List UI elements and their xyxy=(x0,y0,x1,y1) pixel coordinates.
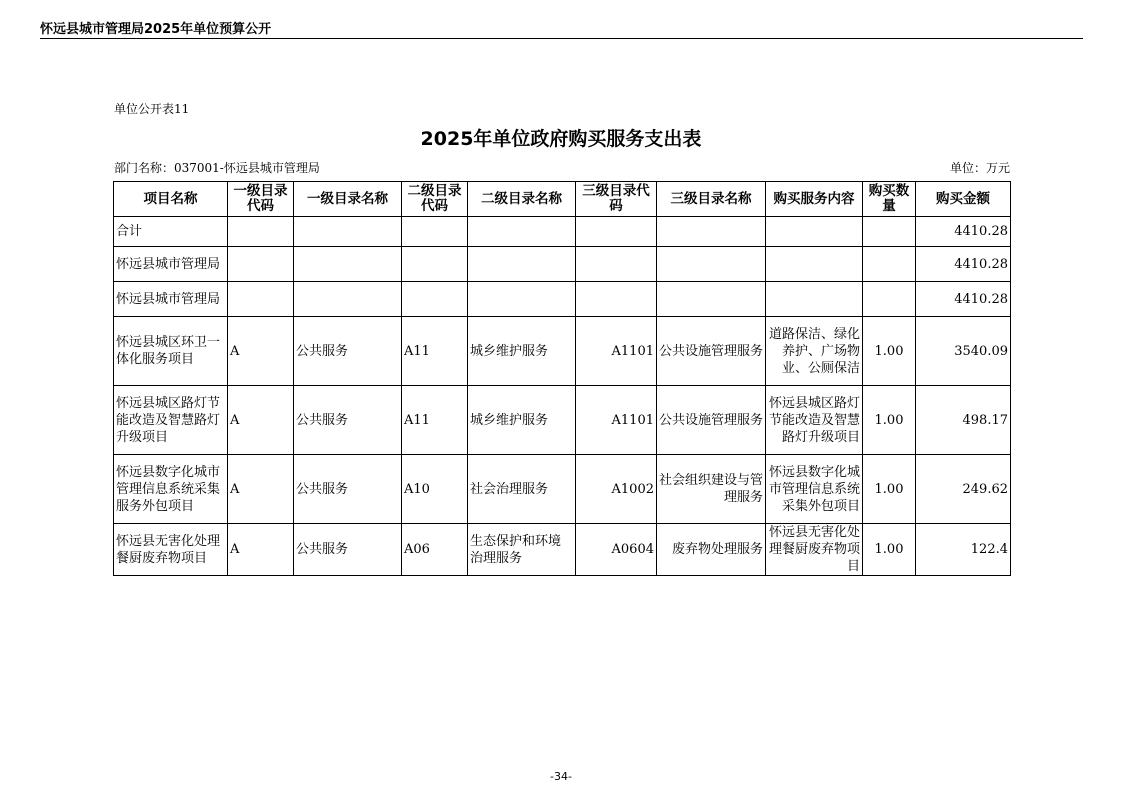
cell-project-name: 怀远县城市管理局 xyxy=(114,247,228,282)
table-header-row xyxy=(114,182,1011,217)
cell-l2-name: 生态保护和环境治理服务 xyxy=(468,524,576,576)
cell-l1-name: 公共服务 xyxy=(294,317,402,386)
unit-label: 单位：万元 xyxy=(949,161,1010,175)
cell-l1-code: A xyxy=(228,386,294,455)
cell-l1-code: A xyxy=(228,455,294,524)
cell-project-name: 怀远县城区路灯节能改造及智慧路灯升级项目 xyxy=(114,386,228,455)
cell-l3-name xyxy=(657,282,766,317)
cell-content: 道路保洁、绿化养护、广场物业、公厕保洁 xyxy=(766,317,863,386)
cell-l1-name xyxy=(294,282,402,317)
col-header-l2-name: 二级目录名称 xyxy=(468,182,576,217)
cell-l3-code: A1002 xyxy=(576,455,657,524)
cell-l1-code xyxy=(228,217,294,247)
cell-project-name: 怀远县数字化城市管理信息系统采集服务外包项目 xyxy=(114,455,228,524)
cell-l3-code: A1101 xyxy=(576,386,657,455)
cell-l2-code xyxy=(402,282,468,317)
cell-l2-name: 城乡维护服务 xyxy=(468,317,576,386)
table-row-unit xyxy=(114,282,1011,317)
col-header-l2-code: 二级目录代码 xyxy=(402,182,468,217)
page-number: -34- xyxy=(550,770,572,783)
cell-l3-name: 社会组织建设与管理服务 xyxy=(657,455,766,524)
cell-l1-name xyxy=(294,217,402,247)
cell-l2-name xyxy=(468,282,576,317)
cell-l1-code xyxy=(228,247,294,282)
cell-l2-code: A06 xyxy=(402,524,468,576)
cell-content: 怀远县无害化处理餐厨废弃物项目 xyxy=(766,524,863,576)
cell-l3-code xyxy=(576,217,657,247)
cell-l3-name xyxy=(657,217,766,247)
cell-quantity xyxy=(863,217,916,247)
cell-content xyxy=(766,217,863,247)
running-header: 怀远县城市管理局2025年单位预算公开 xyxy=(40,22,272,37)
header-rule xyxy=(40,38,1083,39)
cell-l1-code xyxy=(228,282,294,317)
cell-amount: 498.17 xyxy=(916,386,1011,455)
cell-content xyxy=(766,282,863,317)
col-header-amount: 购买金额 xyxy=(916,182,1011,217)
cell-l3-code: A0604 xyxy=(576,524,657,576)
cell-project-name: 怀远县城市管理局 xyxy=(114,282,228,317)
cell-l3-name: 公共设施管理服务 xyxy=(657,386,766,455)
table-row-total xyxy=(114,217,1011,247)
cell-l2-code: A10 xyxy=(402,455,468,524)
cell-l1-name: 公共服务 xyxy=(294,455,402,524)
cell-l2-code: A11 xyxy=(402,386,468,455)
col-header-l1-code: 一级目录代码 xyxy=(228,182,294,217)
cell-project-name: 怀远县城区环卫一体化服务项目 xyxy=(114,317,228,386)
cell-l2-name: 城乡维护服务 xyxy=(468,386,576,455)
cell-l2-code: A11 xyxy=(402,317,468,386)
cell-quantity: 1.00 xyxy=(863,524,916,576)
table-row xyxy=(114,455,1011,524)
cell-l2-code xyxy=(402,247,468,282)
cell-content xyxy=(766,247,863,282)
cell-l1-code: A xyxy=(228,524,294,576)
cell-amount: 4410.28 xyxy=(916,217,1011,247)
col-header-l3-name: 三级目录名称 xyxy=(657,182,766,217)
cell-l3-code xyxy=(576,282,657,317)
cell-l1-name: 公共服务 xyxy=(294,524,402,576)
cell-l2-name xyxy=(468,217,576,247)
cell-amount: 4410.28 xyxy=(916,282,1011,317)
cell-amount: 122.4 xyxy=(916,524,1011,576)
cell-l1-name xyxy=(294,247,402,282)
cell-content: 怀远县城区路灯节能改造及智慧路灯升级项目 xyxy=(766,386,863,455)
cell-l1-code: A xyxy=(228,317,294,386)
col-header-l1-name: 一级目录名称 xyxy=(294,182,402,217)
form-number: 单位公开表11 xyxy=(114,102,190,116)
cell-l1-name: 公共服务 xyxy=(294,386,402,455)
cell-amount: 249.62 xyxy=(916,455,1011,524)
cell-quantity xyxy=(863,247,916,282)
cell-quantity: 1.00 xyxy=(863,455,916,524)
cell-l2-code xyxy=(402,217,468,247)
col-header-quantity: 购买数量 xyxy=(863,182,916,217)
cell-l2-name: 社会治理服务 xyxy=(468,455,576,524)
table-row xyxy=(114,317,1011,386)
cell-l2-name xyxy=(468,247,576,282)
cell-project-name: 怀远县无害化处理餐厨废弃物项目 xyxy=(114,524,228,576)
table-row xyxy=(114,524,1011,576)
cell-quantity: 1.00 xyxy=(863,317,916,386)
cell-amount: 3540.09 xyxy=(916,317,1011,386)
cell-content: 怀远县数字化城市管理信息系统采集外包项目 xyxy=(766,455,863,524)
col-header-service-content: 购买服务内容 xyxy=(766,182,863,217)
table-row xyxy=(114,386,1011,455)
department-name: 部门名称：037001-怀远县城市管理局 xyxy=(114,161,320,175)
purchase-service-table xyxy=(113,181,1011,576)
cell-amount: 4410.28 xyxy=(916,247,1011,282)
cell-project-name: 合计 xyxy=(114,217,228,247)
page-title: 2025年单位政府购买服务支出表 xyxy=(420,128,702,150)
cell-l3-name: 废弃物处理服务 xyxy=(657,524,766,576)
col-header-project-name: 项目名称 xyxy=(114,182,228,217)
cell-l3-code: A1101 xyxy=(576,317,657,386)
cell-l3-name xyxy=(657,247,766,282)
col-header-l3-code: 三级目录代码 xyxy=(576,182,657,217)
cell-quantity: 1.00 xyxy=(863,386,916,455)
cell-quantity xyxy=(863,282,916,317)
cell-l3-name: 公共设施管理服务 xyxy=(657,317,766,386)
cell-l3-code xyxy=(576,247,657,282)
table-row-department xyxy=(114,247,1011,282)
